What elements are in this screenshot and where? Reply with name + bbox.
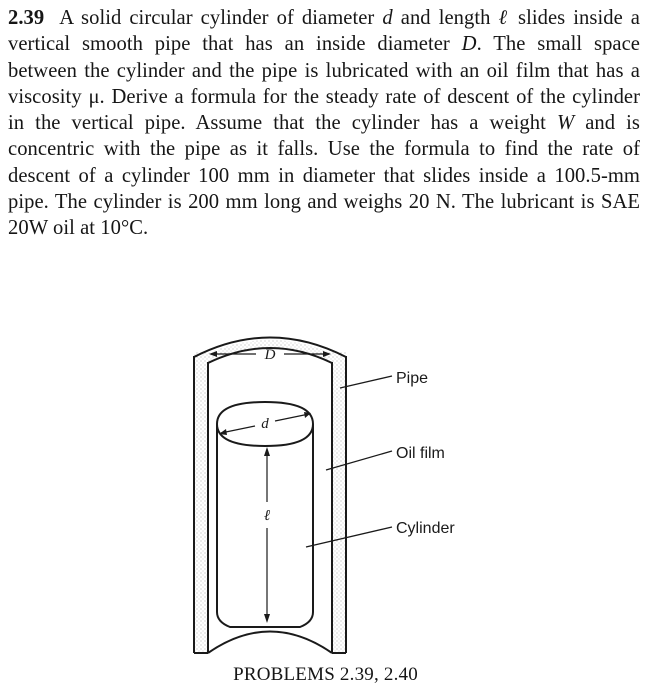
leader-pipe [340,376,392,388]
problem-text-part-2: and length [392,7,499,29]
symbol-W: W [556,112,575,135]
symbol-D: D [461,33,477,56]
problem-number: 2.39 [8,7,45,29]
symbol-ell: ℓ [498,7,510,29]
leader-cylinder [306,527,392,547]
pipe-wall-left [194,352,208,653]
problem-text-part-4: . The small space between the cylinder and the pipe is lubricated with an oil film that has a viscosity [8,33,640,108]
label-pipe: Pipe [396,370,429,387]
label-cylinder: Cylinder [396,520,455,537]
label-oil-film: Oil film [396,445,445,462]
dim-d-label: d [261,416,269,432]
dim-D-label: D [264,347,276,363]
problem-text-part-1: A solid circular cylinder of diameter [59,7,383,29]
figure-caption: PROBLEMS 2.39, 2.40 [233,664,418,685]
problem-text-part-6: and is concentric with the pipe as it falls. Use the formula to find the rate of descent of a cylinder 100 mm in diameter that slides inside a 100.5-mm pipe. The cylinder is 200 mm long and weighs 20 N. The lubricant is SAE 20W oil at 10°C. [8,112,641,240]
symbol-d: d [382,7,393,29]
symbol-mu: μ [88,85,100,108]
pipe-wall-right [332,352,346,653]
pipe-bottom-inner [208,632,332,654]
problem-text-part-3: slides inside a vertical smooth pipe that has an inside diameter [8,7,640,56]
dim-ell-label: ℓ [263,508,271,524]
problem-text-part-5: . Derive a formula for the steady rate of descent of the cylinder in the vertical pipe. Assume that the cylinder has a weight [8,85,641,135]
